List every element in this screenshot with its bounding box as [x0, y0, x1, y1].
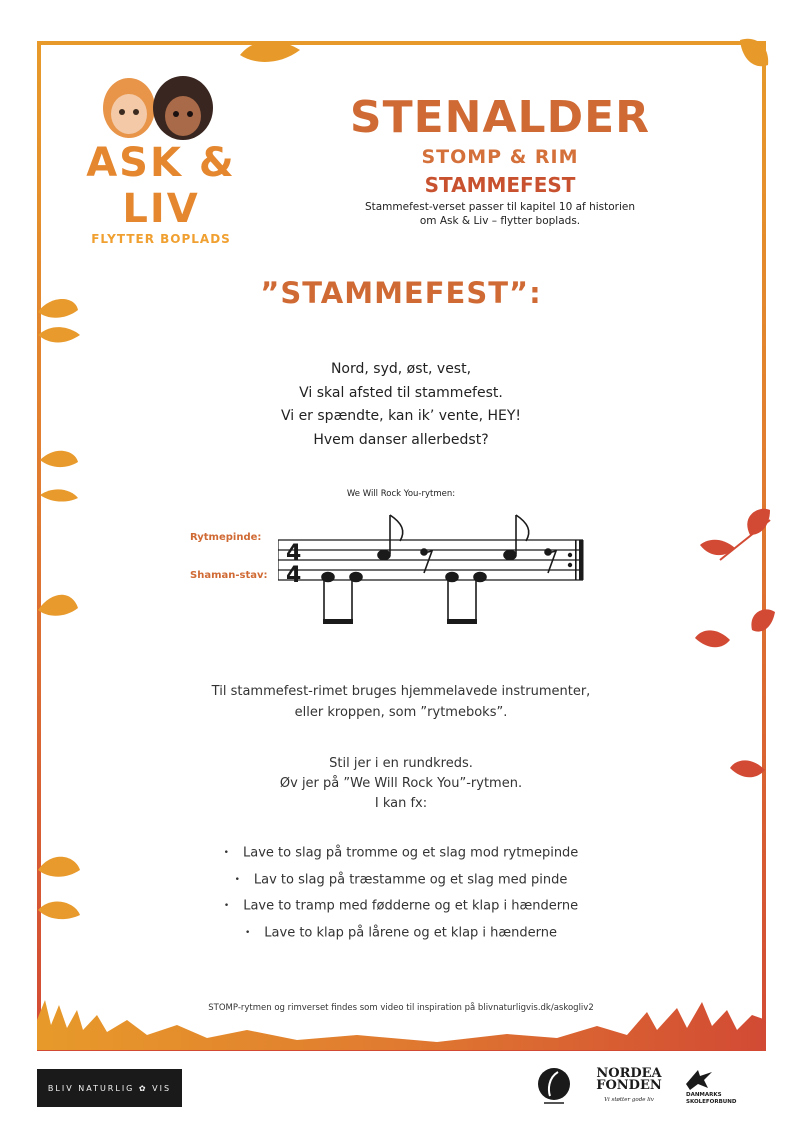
- eighth-note: [504, 515, 529, 560]
- verse-line: Vi skal afsted til stammefest.: [299, 384, 503, 401]
- page-subtitle-2: STAMMEFEST: [424, 173, 576, 197]
- verse-line: Hvem danser allerbedst?: [313, 431, 489, 448]
- intro-line: om Ask & Liv – flytter boplads.: [419, 215, 581, 227]
- leaf-icon: [240, 41, 300, 62]
- list-item-text: Lave to tramp med fødderne og et klap i hænderne: [243, 898, 579, 914]
- verse-line: Nord, syd, øst, vest,: [330, 361, 472, 377]
- bird-icon: [684, 1066, 714, 1092]
- instructions-line: Stil jer i en rundkreds.: [329, 756, 473, 771]
- leaf-icon: [40, 451, 78, 467]
- ask-liv-logo: [56, 100, 266, 246]
- list-item-text: Lav to slag på træstamme og et slag med pinde: [253, 872, 568, 887]
- footer-note: STOMP-rytmen og rimverset findes som video til inspiration på blivnaturligvis.dk/askogliv2: [208, 1003, 594, 1013]
- grass-decoration-bottom: [37, 990, 766, 1050]
- page-title: STENALDER: [349, 92, 651, 143]
- list-item: [0, 893, 802, 920]
- intro-line: Stammefest-verset passer til kapitel 10 af historien: [364, 201, 636, 213]
- nordea-tagline: Vi støtter gode liv: [604, 1097, 654, 1103]
- verse-line: Vi er spændte, kan ik’ vente, HEY!: [280, 408, 522, 424]
- danmarks-skoleforbund-logo: [686, 1092, 766, 1106]
- page-subtitle: STOMP & RIM: [421, 146, 579, 168]
- leaf-icon: [695, 630, 730, 647]
- leaf-icon: [751, 609, 775, 631]
- list-item: [0, 840, 802, 867]
- leaf-icon: [38, 595, 78, 616]
- time-signature-top: 4: [286, 541, 302, 566]
- bullet-list: [0, 840, 802, 946]
- bullet-icon: •: [223, 848, 229, 858]
- leaf-icon: [740, 39, 768, 67]
- list-item-text: Lave to klap på lårene og et klap i hænderne: [264, 925, 558, 940]
- feather-logo-icon: [536, 1066, 572, 1106]
- dsf-line: DANMARKS: [686, 1092, 722, 1098]
- intro-text: [340, 200, 660, 228]
- nordea-fonden-logo: [588, 1068, 670, 1106]
- leaf-icon: [747, 509, 770, 535]
- instructions-line: Til stammefest-rimet bruges hjemmelavede instrumenter,: [211, 684, 591, 699]
- verse-heading: ”STAMMEFEST”:: [260, 276, 542, 310]
- instructions-paragraph-2: [0, 754, 802, 814]
- bullet-icon: •: [234, 874, 240, 885]
- bliv-naturlig-vis-logo: BLIV NATURLIG ✿ VIS: [37, 1069, 182, 1107]
- list-item: [0, 920, 802, 947]
- instructions-line: I kan fx:: [374, 796, 428, 811]
- leaf-icon: [38, 327, 80, 342]
- notation-caption: We Will Rock You-rytmen:: [346, 489, 456, 499]
- instructions-paragraph-1: [0, 681, 802, 723]
- instructions-line: Øv jer på ”We Will Rock You”-rytmen.: [279, 776, 523, 791]
- row-label-rytmepinde: Rytmepinde:: [190, 532, 262, 543]
- eighth-note: [378, 515, 403, 560]
- rhythm-notation: [278, 505, 598, 630]
- logo-subtitle: FLYTTER BOPLADS: [91, 232, 231, 246]
- nordea-name-line: FONDEN: [596, 1078, 662, 1093]
- characters-illustration: [81, 70, 231, 140]
- bullet-icon: •: [223, 901, 230, 911]
- dsf-line: SKOLEFORBUND: [686, 1099, 737, 1105]
- list-item: [0, 867, 802, 894]
- list-item-text: Lave to slag på tromme og et slag mod rytmepinde: [242, 845, 579, 861]
- time-signature-bottom: 4: [286, 563, 302, 588]
- leaf-decoration-top-right: [700, 30, 780, 100]
- bullet-icon: •: [244, 927, 251, 938]
- leaf-decoration-top: [230, 30, 320, 70]
- row-label-shaman-stav: Shaman-stav:: [190, 570, 268, 581]
- nordea-name-line: NORDEA: [596, 1066, 662, 1081]
- logo-title: ASK & LIV: [86, 140, 236, 232]
- verse: [0, 358, 802, 452]
- instructions-line: eller kroppen, som ”rytmeboks”.: [294, 705, 508, 720]
